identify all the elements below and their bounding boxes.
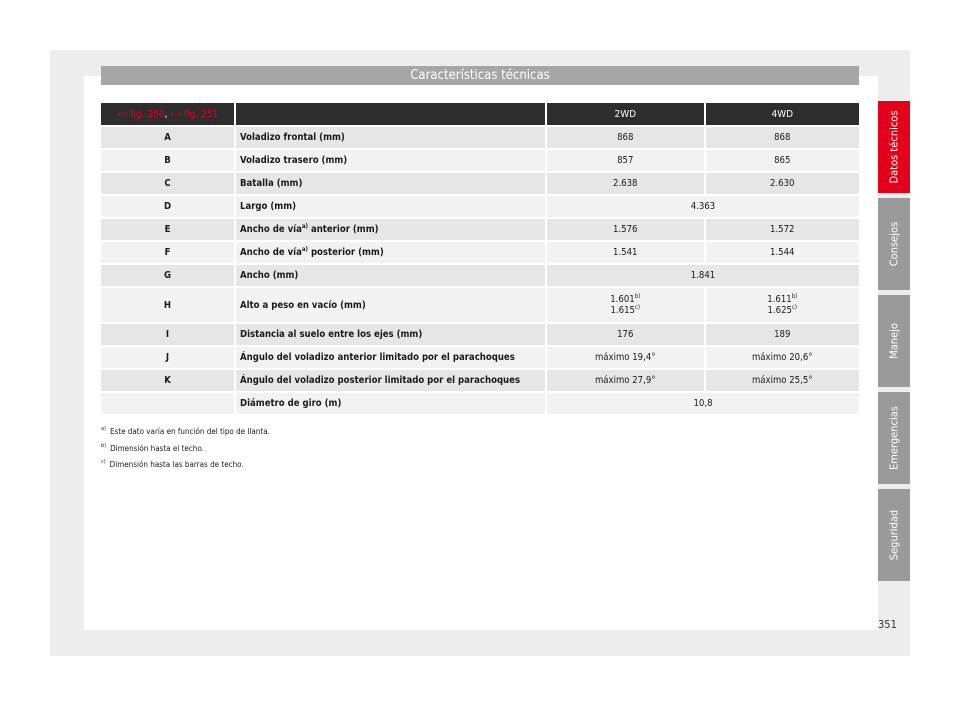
row-key: J	[101, 347, 236, 368]
value-4wd: 1.572	[706, 219, 859, 240]
footnotes	[101, 424, 270, 474]
fig-251-link[interactable]: fig. 251	[184, 108, 219, 120]
row-key: K	[101, 370, 236, 391]
ref-separator: ,	[164, 108, 168, 120]
value-4wd: 1.544	[706, 242, 859, 263]
value-4wd: máximo 25,5°	[706, 370, 859, 391]
table-row	[101, 150, 859, 171]
row-key: E	[101, 219, 236, 240]
footnote-mark: a)	[301, 222, 308, 230]
label-text: posterior (mm)	[307, 247, 384, 258]
value-2wd: 1.541	[547, 242, 706, 263]
value-line	[706, 294, 859, 305]
tab-emergencias[interactable]	[878, 392, 910, 484]
value-line	[547, 305, 704, 316]
row-key: I	[101, 324, 236, 345]
value-2wd: máximo 27,9°	[547, 370, 706, 391]
tab-label: Consejos	[887, 221, 901, 267]
row-label: Voladizo trasero (mm)	[236, 150, 547, 171]
page-title: Características técnicas	[101, 66, 859, 85]
tab-label: Seguridad	[887, 509, 901, 561]
ref-prefix-2: ›››	[170, 108, 182, 120]
figure-references	[101, 103, 236, 125]
header-2wd: 2WD	[547, 103, 706, 125]
table-row	[101, 242, 859, 263]
tab-seguridad[interactable]	[878, 489, 910, 581]
value-4wd: 868	[706, 127, 859, 148]
row-label	[236, 219, 547, 240]
value-both: 10,8	[547, 393, 859, 414]
label-text: anterior (mm)	[307, 224, 379, 235]
value-4wd: 865	[706, 150, 859, 171]
tab-label: Datos técnicos	[887, 110, 901, 184]
table-row	[101, 173, 859, 194]
row-label: Ángulo del voladizo anterior limitado por el parachoques	[236, 347, 547, 368]
row-label: Voladizo frontal (mm)	[236, 127, 547, 148]
table-row	[101, 265, 859, 286]
row-label: Largo (mm)	[236, 196, 547, 217]
footnote-text: Dimensión hasta las barras de techo.	[109, 460, 244, 469]
footnote-text: Este dato varía en función del tipo de llanta.	[109, 427, 270, 436]
row-key: C	[101, 173, 236, 194]
tab-label: Manejo	[887, 323, 901, 359]
value-2wd: 176	[547, 324, 706, 345]
footnote	[101, 424, 270, 441]
header-blank	[236, 103, 547, 125]
footnote-mark: a)	[301, 245, 308, 253]
value-text: 1.615	[610, 305, 635, 316]
row-label: Diámetro de giro (m)	[236, 393, 547, 414]
ref-prefix-1: ›››	[116, 108, 128, 120]
footnote-mark: b)	[791, 292, 798, 300]
value-line	[706, 305, 859, 316]
value-both: 1.841	[547, 265, 859, 286]
table-row	[101, 219, 859, 240]
table-row	[101, 127, 859, 148]
spec-table	[101, 101, 859, 416]
row-key: G	[101, 265, 236, 286]
row-label: Batalla (mm)	[236, 173, 547, 194]
value-both: 4.363	[547, 196, 859, 217]
tab-manejo[interactable]	[878, 295, 910, 387]
table-row	[101, 370, 859, 391]
value-2wd: máximo 19,4°	[547, 347, 706, 368]
footnote-mark: c)	[634, 303, 641, 311]
fig-250-link[interactable]: fig. 250	[130, 108, 165, 120]
footnote	[101, 441, 270, 458]
row-key: B	[101, 150, 236, 171]
label-text: Ancho de vía	[240, 247, 302, 258]
row-label: Distancia al suelo entre los ejes (mm)	[236, 324, 547, 345]
footnote-mark: b)	[101, 442, 107, 449]
table-row	[101, 196, 859, 217]
footnote	[101, 457, 270, 474]
row-key: F	[101, 242, 236, 263]
row-key: A	[101, 127, 236, 148]
table-header-row	[101, 103, 859, 125]
page-number: 351	[878, 618, 897, 631]
value-line	[547, 294, 704, 305]
row-key: D	[101, 196, 236, 217]
value-2wd: 2.638	[547, 173, 706, 194]
label-text: Ancho de vía	[240, 224, 302, 235]
value-4wd: máximo 20,6°	[706, 347, 859, 368]
value-4wd: 2.630	[706, 173, 859, 194]
footnote-mark: c)	[101, 459, 106, 466]
value-text: 1.611	[767, 294, 792, 305]
row-label: Alto a peso en vacío (mm)	[236, 288, 547, 322]
tab-datos-tecnicos[interactable]	[878, 101, 910, 193]
row-key	[101, 393, 236, 414]
value-2wd	[547, 288, 706, 322]
value-4wd	[706, 288, 859, 322]
footnote-mark: a)	[101, 426, 106, 433]
header-4wd: 4WD	[706, 103, 859, 125]
value-text: 1.625	[767, 305, 792, 316]
tab-consejos[interactable]	[878, 198, 910, 290]
table-row	[101, 324, 859, 345]
table-row	[101, 393, 859, 414]
row-label: Ángulo del voladizo posterior limitado por el parachoques	[236, 370, 547, 391]
table-row	[101, 347, 859, 368]
table-row	[101, 288, 859, 322]
value-2wd: 857	[547, 150, 706, 171]
tab-label: Emergencias	[887, 406, 901, 470]
footnote-mark: b)	[634, 292, 641, 300]
row-label	[236, 242, 547, 263]
value-text: 1.601	[610, 294, 635, 305]
footnote-text: Dimensión hasta el techo.	[110, 443, 204, 453]
value-4wd: 189	[706, 324, 859, 345]
footnote-mark: c)	[791, 303, 798, 311]
row-label: Ancho (mm)	[236, 265, 547, 286]
row-key: H	[101, 288, 236, 322]
value-2wd: 1.576	[547, 219, 706, 240]
value-2wd: 868	[547, 127, 706, 148]
